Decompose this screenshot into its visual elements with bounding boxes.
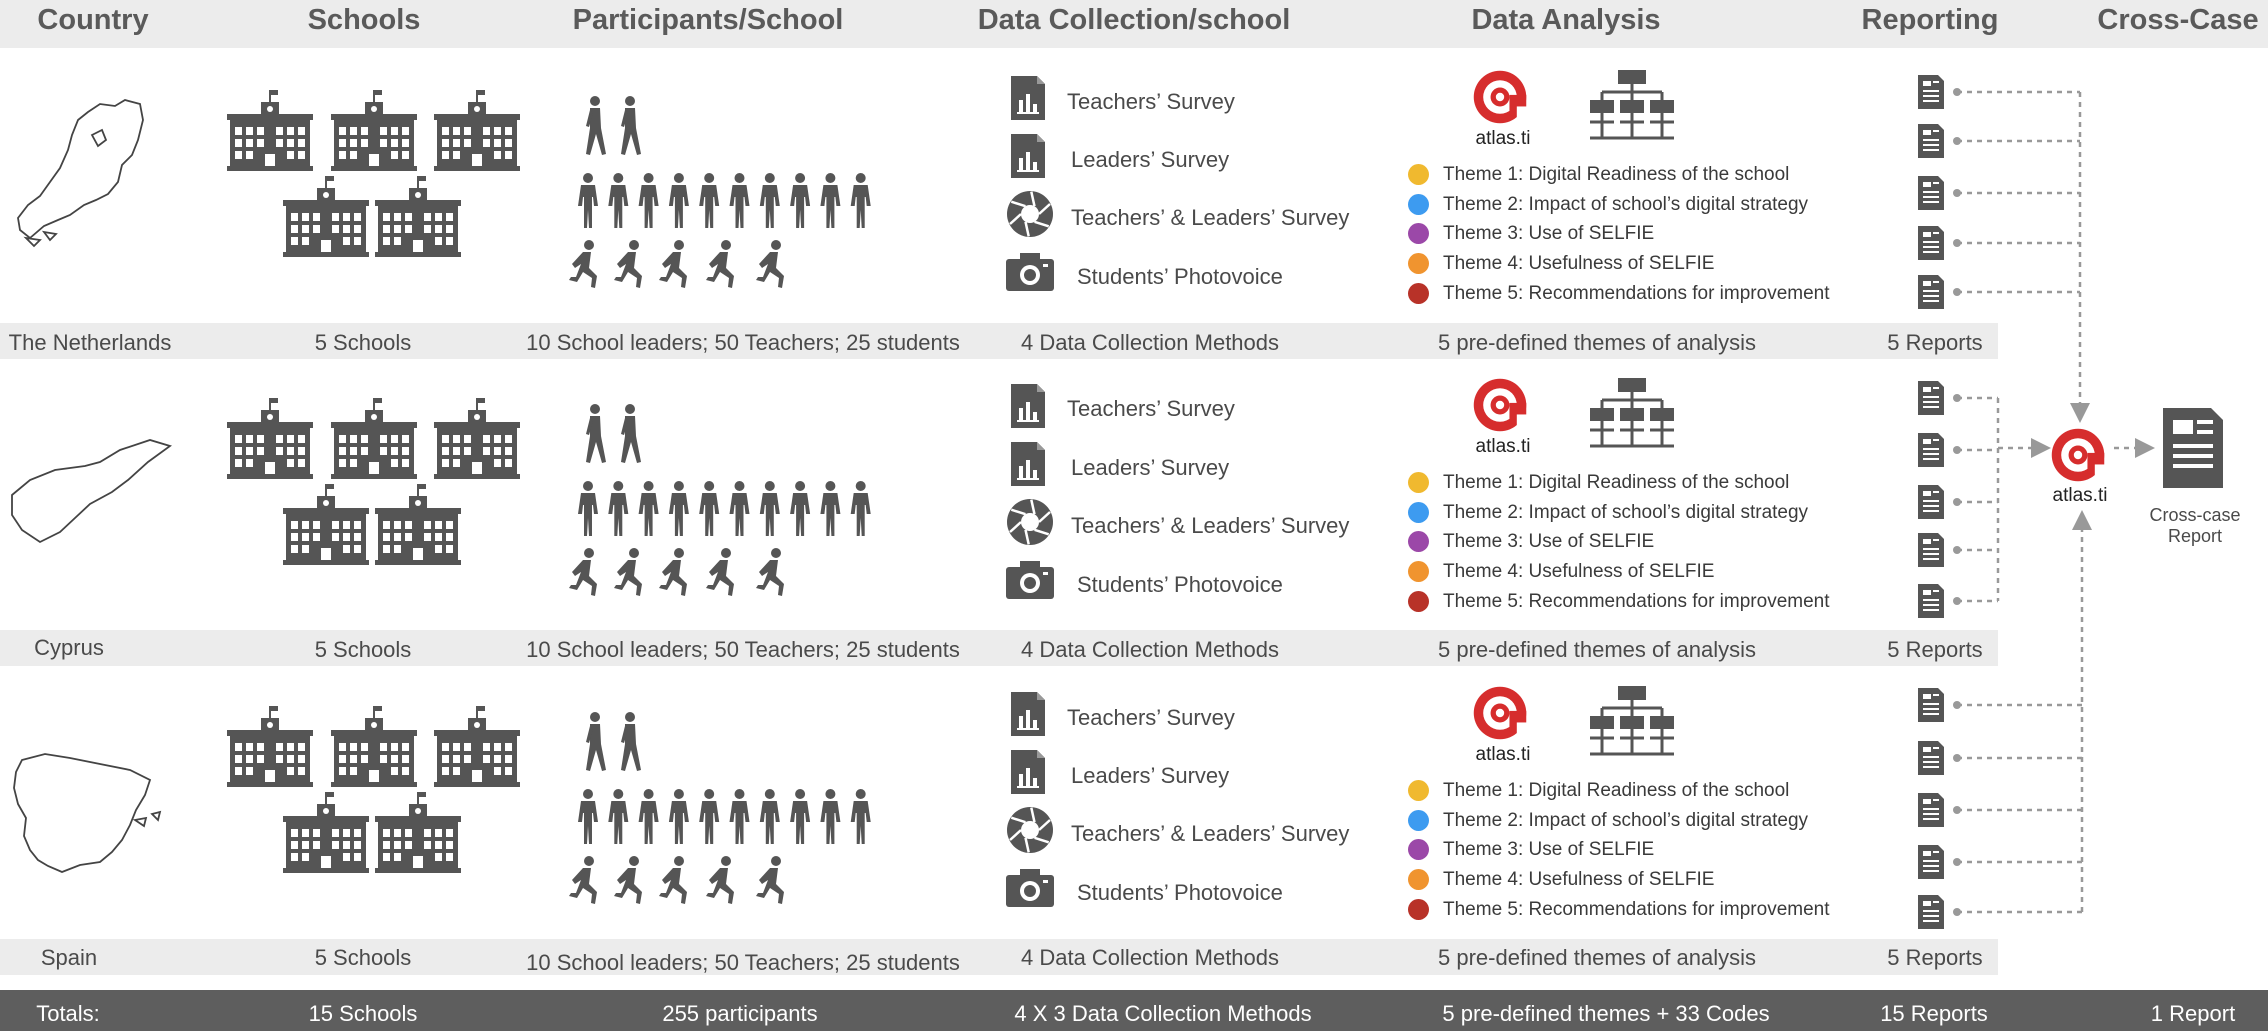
schools-count: 5 Schools <box>314 330 412 355</box>
teacher-icon <box>820 481 840 536</box>
teacher-icon <box>669 789 689 844</box>
student-icon <box>756 856 784 904</box>
teacher-icon <box>730 481 750 536</box>
theme-label: Theme 2: Impact of school’s digital strategy <box>1443 810 1809 831</box>
student-icon <box>569 856 597 904</box>
teacher-icon <box>790 481 810 536</box>
survey-document-icon <box>1011 384 1045 428</box>
header-data-collection: Data Collection/school <box>977 4 1291 36</box>
school-leader-icon <box>586 404 606 463</box>
header-cross-case: Cross-Case <box>2097 4 2259 36</box>
teacher-icon <box>699 789 719 844</box>
header-country: Country <box>37 4 149 36</box>
report-document-icon <box>1918 584 1944 618</box>
student-icon <box>756 240 784 288</box>
report-document-icon <box>1918 226 1944 260</box>
reports-count: 5 Reports <box>1887 637 1983 662</box>
schools-count: 5 Schools <box>314 637 412 662</box>
school-building-icon <box>375 176 461 257</box>
student-icon <box>614 856 642 904</box>
school-building-icon <box>331 90 417 171</box>
teacher-icon <box>760 481 780 536</box>
teacher-icon <box>608 173 628 228</box>
teacher-icon <box>578 789 598 844</box>
theme-label: Theme 1: Digital Readiness of the school <box>1443 164 1790 185</box>
participants-count: 10 School leaders; 50 Teachers; 25 students <box>526 637 960 662</box>
theme-label: Theme 3: Use of SELFIE <box>1443 839 1655 860</box>
central-atlas-label: atlas.ti <box>2052 485 2108 506</box>
method-label: Students’ Photovoice <box>1077 572 1283 597</box>
report-document-icon <box>1918 688 1944 722</box>
camera-icon <box>1006 869 1054 907</box>
teacher-icon <box>699 481 719 536</box>
country-name: Cyprus <box>34 635 104 660</box>
teacher-icon <box>851 173 871 228</box>
theme-label: Theme 3: Use of SELFIE <box>1443 531 1655 552</box>
cyprus-map <box>12 440 170 542</box>
survey-document-icon <box>1011 76 1045 120</box>
report-document-icon <box>1918 741 1944 775</box>
student-icon <box>614 548 642 596</box>
school-building-icon <box>331 398 417 479</box>
teacher-icon <box>851 481 871 536</box>
school-building-icon <box>227 398 313 479</box>
atlas-ti-logo-icon <box>1474 71 1529 126</box>
report-document-icon <box>1918 176 1944 210</box>
teacher-icon <box>820 173 840 228</box>
report-document-icon <box>1918 433 1944 467</box>
hierarchy-tree-icon <box>1590 686 1674 754</box>
student-icon <box>706 240 734 288</box>
theme-label: Theme 5: Recommendations for improvement <box>1443 591 1830 612</box>
school-building-icon <box>331 706 417 787</box>
teacher-icon <box>790 789 810 844</box>
school-building-icon <box>227 706 313 787</box>
theme-label: Theme 3: Use of SELFIE <box>1443 223 1655 244</box>
survey-document-icon <box>1011 442 1045 486</box>
teacher-icon <box>790 173 810 228</box>
methods-count: 4 Data Collection Methods <box>1020 945 1280 970</box>
aperture-icon <box>1007 807 1053 853</box>
report-document-icon <box>1918 124 1944 158</box>
student-icon <box>569 240 597 288</box>
theme-label: Theme 2: Impact of school’s digital strategy <box>1443 502 1809 523</box>
teacher-icon <box>730 173 750 228</box>
teacher-icon <box>699 173 719 228</box>
report-document-icon <box>1918 275 1944 309</box>
teacher-icon <box>820 789 840 844</box>
student-icon <box>659 240 687 288</box>
totals-schools: 15 Schools <box>308 1001 418 1026</box>
report-document-icon <box>1918 75 1944 109</box>
teacher-icon <box>639 173 659 228</box>
method-label: Leaders’ Survey <box>1071 763 1230 788</box>
school-building-icon <box>434 90 520 171</box>
student-icon <box>706 548 734 596</box>
country-name: The Netherlands <box>8 330 172 355</box>
method-label: Teachers’ & Leaders’ Survey <box>1071 205 1350 230</box>
totals-label: Totals: <box>36 1001 100 1026</box>
school-building-icon <box>283 792 369 873</box>
student-icon <box>659 548 687 596</box>
theme-label: Theme 5: Recommendations for improvement <box>1443 283 1830 304</box>
teacher-icon <box>669 481 689 536</box>
theme-label: Theme 1: Digital Readiness of the school <box>1443 472 1790 493</box>
method-label: Students’ Photovoice <box>1077 264 1283 289</box>
teacher-icon <box>578 173 598 228</box>
school-building-icon <box>434 398 520 479</box>
teacher-icon <box>760 173 780 228</box>
hierarchy-tree-icon <box>1590 378 1674 446</box>
aperture-icon <box>1007 191 1053 237</box>
theme-label: Theme 5: Recommendations for improvement <box>1443 899 1830 920</box>
method-label: Leaders’ Survey <box>1071 455 1230 480</box>
methods-count: 4 Data Collection Methods <box>1020 330 1280 355</box>
report-document-icon <box>1918 381 1944 415</box>
theme-label: Theme 1: Digital Readiness of the school <box>1443 780 1790 801</box>
teacher-icon <box>639 789 659 844</box>
theme-label: Theme 4: Usefulness of SELFIE <box>1443 561 1715 582</box>
atlas-ti-logo-icon <box>1474 687 1529 742</box>
school-building-icon <box>375 484 461 565</box>
school-leader-icon <box>621 712 641 771</box>
cross-case-report-icon <box>2163 408 2223 488</box>
school-building-icon <box>283 484 369 565</box>
student-icon <box>614 240 642 288</box>
report-document-icon <box>1918 533 1944 567</box>
country-name: Spain <box>40 945 98 970</box>
school-leader-icon <box>586 96 606 155</box>
method-label: Teachers’ Survey <box>1067 705 1235 730</box>
report-document-icon <box>1918 485 1944 519</box>
survey-document-icon <box>1011 134 1045 178</box>
methods-count: 4 Data Collection Methods <box>1020 637 1280 662</box>
school-leader-icon <box>621 404 641 463</box>
teacher-icon <box>639 481 659 536</box>
report-document-icon <box>1918 845 1944 879</box>
atlas-logo-label: atlas.ti <box>1475 128 1531 149</box>
header-data-analysis: Data Analysis <box>1471 4 1661 36</box>
themes-summary: 5 pre-defined themes of analysis <box>1438 330 1756 355</box>
school-leader-icon <box>586 712 606 771</box>
report-document-icon <box>1918 895 1944 929</box>
student-icon <box>756 548 784 596</box>
theme-label: Theme 4: Usefulness of SELFIE <box>1443 869 1715 890</box>
teacher-icon <box>760 789 780 844</box>
teacher-icon <box>851 789 871 844</box>
schools-count: 5 Schools <box>314 945 412 970</box>
method-label: Students’ Photovoice <box>1077 880 1283 905</box>
netherlands-map <box>18 100 143 246</box>
student-icon <box>706 856 734 904</box>
header-participants: Participants/School <box>572 4 844 36</box>
reports-count: 5 Reports <box>1887 330 1983 355</box>
method-label: Teachers’ & Leaders’ Survey <box>1071 821 1350 846</box>
atlas-ti-logo-icon <box>2052 429 2107 484</box>
camera-icon <box>1006 561 1054 599</box>
teacher-icon <box>608 481 628 536</box>
method-label: Leaders’ Survey <box>1071 147 1230 172</box>
survey-document-icon <box>1011 692 1045 736</box>
totals-participants: 255 participants <box>662 1001 818 1026</box>
themes-summary: 5 pre-defined themes of analysis <box>1438 637 1756 662</box>
report-document-icon <box>1918 793 1944 827</box>
camera-icon <box>1006 253 1054 291</box>
student-icon <box>569 548 597 596</box>
hierarchy-tree-icon <box>1590 70 1674 138</box>
atlas-logo-label: atlas.ti <box>1475 744 1531 765</box>
atlas-ti-logo-icon <box>1474 379 1529 434</box>
participants-count: 10 School leaders; 50 Teachers; 25 students <box>526 950 960 975</box>
reports-count: 5 Reports <box>1887 945 1983 970</box>
themes-summary: 5 pre-defined themes of analysis <box>1438 945 1756 970</box>
school-building-icon <box>375 792 461 873</box>
school-building-icon <box>283 176 369 257</box>
theme-label: Theme 2: Impact of school’s digital strategy <box>1443 194 1809 215</box>
spain-map <box>14 754 160 872</box>
header-reporting: Reporting <box>1861 4 1999 36</box>
theme-label: Theme 4: Usefulness of SELFIE <box>1443 253 1715 274</box>
method-label: Teachers’ Survey <box>1067 396 1235 421</box>
atlas-logo-label: atlas.ti <box>1475 436 1531 457</box>
teacher-icon <box>578 481 598 536</box>
student-icon <box>659 856 687 904</box>
cross-case-report-label: Cross-case Report <box>2149 505 2241 546</box>
aperture-icon <box>1007 499 1053 545</box>
teacher-icon <box>608 789 628 844</box>
teacher-icon <box>669 173 689 228</box>
teacher-icon <box>730 789 750 844</box>
totals-cross-case: 1 Report <box>2150 1001 2236 1026</box>
totals-methods: 4 X 3 Data Collection Methods <box>1014 1001 1312 1026</box>
survey-document-icon <box>1011 750 1045 794</box>
participants-count: 10 School leaders; 50 Teachers; 25 students <box>526 330 960 355</box>
school-building-icon <box>227 90 313 171</box>
method-label: Teachers’ Survey <box>1067 89 1235 114</box>
header-schools: Schools <box>307 4 421 36</box>
method-label: Teachers’ & Leaders’ Survey <box>1071 513 1350 538</box>
totals-reports: 15 Reports <box>1880 1001 1988 1026</box>
totals-themes: 5 pre-defined themes + 33 Codes <box>1442 1001 1770 1026</box>
school-leader-icon <box>621 96 641 155</box>
school-building-icon <box>434 706 520 787</box>
